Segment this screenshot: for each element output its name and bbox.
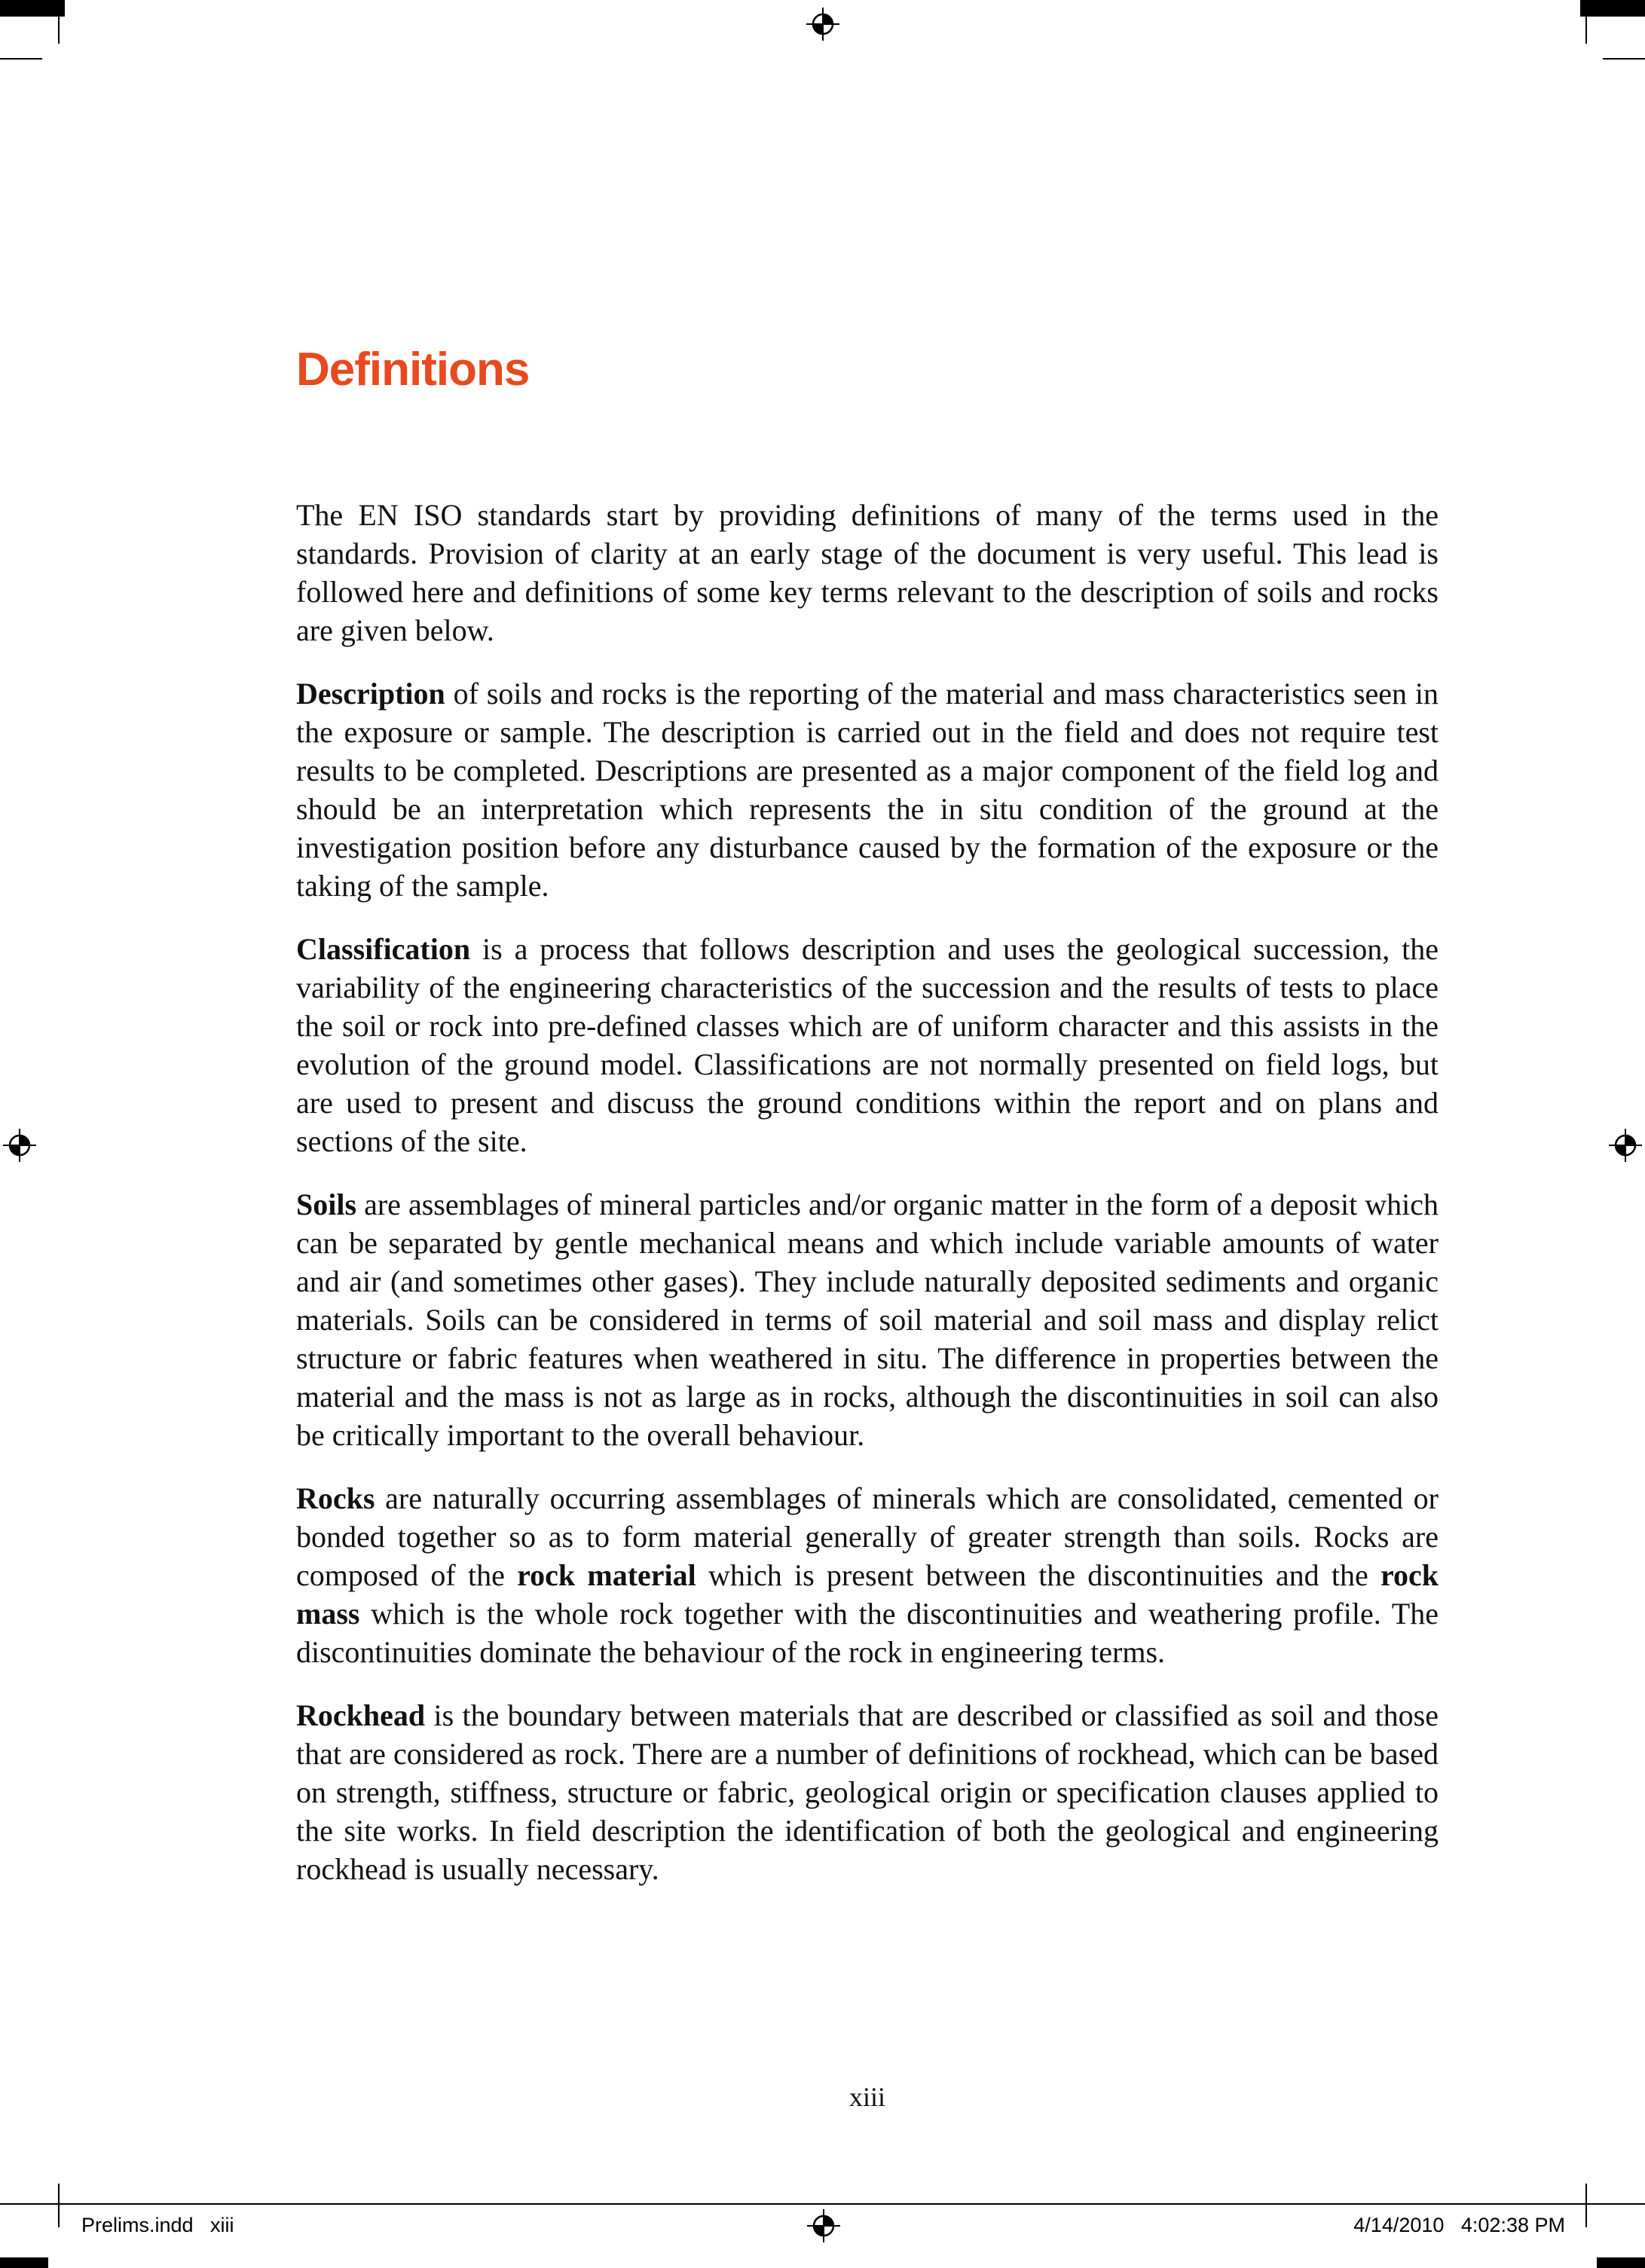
print-block-bottom-left	[0, 2257, 48, 2268]
paragraph	[296, 1185, 1439, 1454]
paragraph-text: are assemblages of mineral particles and/or organic matter in the form of a deposit which can be separated by gentle mechanical means and which include variable amounts of water and air (and sometimes other gases). They include naturally deposited sediments and organic materials. Soils can be considered in terms of soil material and soil mass and display relict structure or fabric features when weathered in situ. The difference in properties between the material and the mass is not as large as in rocks, although the discontinuities in soil can also be critically important to the overall behaviour.	[296, 1187, 1439, 1452]
print-block-top-left	[0, 0, 65, 17]
crop-mark-top-right-vertical-icon	[1585, 0, 1587, 44]
term-bold: Rocks	[296, 1481, 375, 1515]
paragraph-text: of soils and rocks is the reporting of the material and mass characteristics seen in the exposure or sample. The description is carried out in the field and does not require test results to be completed. Descriptions are presented as a major component of the field log and should be an interpretation which represents the in situ condition of the ground at the investigation position before any disturbance caused by the formation of the exposure or the taking of the sample.	[296, 677, 1439, 903]
paragraph-text: which is the whole rock together with the discontinuities and weathering profile. The discontinuities dominate the behaviour of the rock in engineering terms.	[296, 1597, 1439, 1669]
footer-filename: Prelims.indd xiii	[81, 2214, 234, 2236]
crop-mark-top-left-vertical-icon	[58, 0, 60, 44]
page-number: xiii	[848, 2082, 885, 2112]
paragraph	[296, 674, 1439, 905]
print-block-top-right	[1580, 0, 1645, 17]
paragraph	[296, 496, 1439, 650]
term-bold: Description	[296, 677, 445, 711]
term-bold: Classification	[296, 932, 471, 966]
registration-target-icon	[1609, 1129, 1642, 1162]
footer-rule	[0, 2203, 1645, 2205]
paragraph-text: are naturally occurring assemblages of minerals which are consolidated, cemented or bonded together so as to form material generally of greater strength than soils. Rocks are composed of the	[296, 1481, 1439, 1592]
paragraph	[296, 1479, 1439, 1671]
paragraph-text: which is present between the discontinuities and the	[696, 1558, 1381, 1592]
paragraph	[296, 1696, 1439, 1888]
crop-mark-top-left-horizontal-icon	[0, 58, 42, 60]
term-bold: Soils	[296, 1187, 357, 1221]
crop-mark-bottom-left-vertical-icon	[58, 2184, 60, 2227]
term-bold: rock material	[517, 1558, 696, 1592]
paragraph	[296, 930, 1439, 1160]
paragraph-text: is the boundary between materials that are described or classified as soil and those that are considered as rock. There are a number of definitions of rockhead, which can be based on strength, stiffness, structure or fabric, geological origin or specification clauses applied to the site works. In field description the identification of both the geological and engineering rockhead is usually necessary.	[296, 1698, 1439, 1886]
article-body	[296, 496, 1439, 1888]
paragraph-text: is a process that follows description and uses the geological succession, the variability of the engineering characteristics of the succession and the results of tests to place the soil or rock into pre-defined classes which are of uniform character and this assists in the evolution of the ground model. Classifications are not normally presented on field logs, but are used to present and discuss the ground conditions within the report and on plans and sections of the site.	[296, 932, 1439, 1158]
crop-mark-top-right-horizontal-icon	[1603, 58, 1645, 60]
article	[296, 343, 1439, 1888]
registration-target-icon	[807, 2209, 840, 2242]
registration-target-icon	[806, 8, 839, 41]
print-block-bottom-right	[1597, 2257, 1645, 2268]
footer-timestamp: 4/14/2010 4:02:38 PM	[1353, 2214, 1565, 2236]
paragraph-text: The EN ISO standards start by providing definitions of many of the terms used in the standards. Provision of clarity at an early stage of the document is very useful. This lead is followed here and definitions of some key terms relevant to the description of soils and rocks are given below.	[296, 498, 1439, 647]
page-title: Definitions	[296, 344, 530, 396]
registration-target-icon	[3, 1129, 36, 1162]
term-bold: Rockhead	[296, 1698, 426, 1732]
crop-mark-bottom-right-vertical-icon	[1585, 2184, 1587, 2227]
term-bold: rock mass	[296, 1558, 1439, 1631]
